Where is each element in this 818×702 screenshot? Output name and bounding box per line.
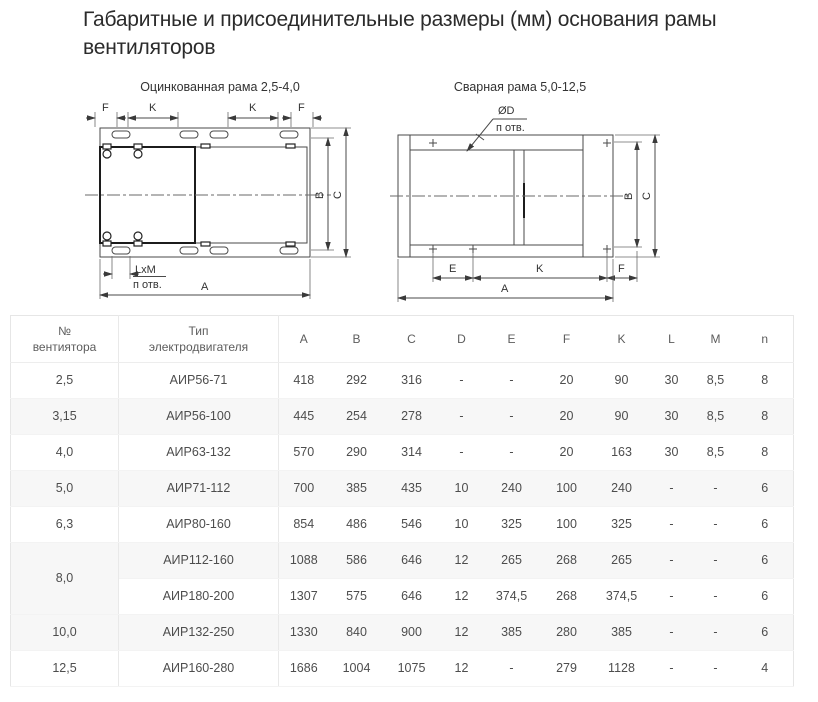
dim-cell: 279	[539, 651, 595, 687]
dim-cell: 840	[329, 615, 385, 651]
dim-cell: 1004	[329, 651, 385, 687]
dim-cell: 10	[439, 507, 485, 543]
dim-cell: 30	[649, 363, 695, 399]
dim-cell: 280	[539, 615, 595, 651]
dim-cell: 1307	[279, 579, 329, 615]
header-dim-c: C	[385, 316, 439, 363]
dim-cell: 435	[385, 471, 439, 507]
dim-cell: 292	[329, 363, 385, 399]
dim-cell: 1686	[279, 651, 329, 687]
right-drawing-title: Сварная рама 5,0-12,5	[453, 80, 587, 94]
dim-cell: 90	[595, 399, 649, 435]
dim-cell: 20	[539, 435, 595, 471]
dim-cell: 546	[385, 507, 439, 543]
dim-label-f-right: F	[298, 102, 305, 114]
header-dim-f: F	[539, 316, 595, 363]
table-row	[11, 507, 794, 543]
dim-label-c: C	[332, 191, 344, 199]
dim-cell: -	[439, 363, 485, 399]
motor-type-cell: АИР71-112	[119, 471, 279, 507]
dim-cell: 1075	[385, 651, 439, 687]
bottom-dimension	[100, 259, 310, 299]
dim-cell: 575	[329, 579, 385, 615]
motor-type-cell: АИР160-280	[119, 651, 279, 687]
slot-size-dimension	[103, 256, 166, 291]
dim-cell: 254	[329, 399, 385, 435]
dim-cell: -	[695, 579, 737, 615]
dim-cell: 100	[539, 471, 595, 507]
table-row	[11, 471, 794, 507]
dimensions-table	[10, 315, 794, 687]
dim-cell: -	[649, 507, 695, 543]
dim-cell: -	[695, 507, 737, 543]
dim-cell: 12	[439, 651, 485, 687]
dim-cell: 290	[329, 435, 385, 471]
header-dim-b: B	[329, 316, 385, 363]
welded-frame-drawing	[390, 98, 690, 313]
side-dimensions	[311, 128, 351, 257]
dim-cell: -	[439, 399, 485, 435]
dim-cell: 100	[539, 507, 595, 543]
dim-cell: -	[649, 471, 695, 507]
page-title: Габаритные и присоединительные размеры (мм) основания рамы вентиляторов	[83, 8, 717, 59]
dim-cell: -	[649, 651, 695, 687]
fan-number-cell: 8,0	[11, 543, 119, 615]
dim-cell: 8,5	[695, 435, 737, 471]
dim-cell: -	[485, 435, 539, 471]
dim-label-a: A	[501, 283, 509, 295]
hole-diameter-label: ØD	[498, 105, 515, 117]
dim-cell: 6	[737, 615, 794, 651]
dim-cell: 445	[279, 399, 329, 435]
dim-cell: 385	[485, 615, 539, 651]
dim-cell: 385	[595, 615, 649, 651]
table-row	[11, 363, 794, 399]
dim-cell: -	[695, 651, 737, 687]
fan-number-cell: 4,0	[11, 435, 119, 471]
motor-type-cell: АИР112-160	[119, 543, 279, 579]
dim-cell: -	[695, 615, 737, 651]
fan-number-cell: 10,0	[11, 615, 119, 651]
dim-cell: -	[649, 615, 695, 651]
dim-cell: -	[439, 435, 485, 471]
dim-cell: 90	[595, 363, 649, 399]
dim-cell: 12	[439, 615, 485, 651]
header-dim-e: E	[485, 316, 539, 363]
dim-cell: 316	[385, 363, 439, 399]
dim-label-e: E	[449, 263, 457, 275]
fan-number-cell: 5,0	[11, 471, 119, 507]
dim-cell: 30	[649, 435, 695, 471]
header-motor-type	[119, 316, 279, 363]
motor-type-cell: АИР56-100	[119, 399, 279, 435]
dim-cell: 12	[439, 543, 485, 579]
dim-cell: 314	[385, 435, 439, 471]
dim-label-k-right: K	[249, 102, 257, 114]
header-fan-number	[11, 316, 119, 363]
bottom-dimensions	[398, 251, 637, 302]
dim-cell: 646	[385, 579, 439, 615]
dim-cell: 6	[737, 507, 794, 543]
dim-cell: 700	[279, 471, 329, 507]
dim-label-a: A	[201, 281, 209, 293]
dim-cell: -	[695, 543, 737, 579]
dim-cell: 268	[539, 543, 595, 579]
dim-cell: 374,5	[485, 579, 539, 615]
top-dimensions	[86, 102, 322, 127]
dim-cell: 20	[539, 399, 595, 435]
dim-cell: 570	[279, 435, 329, 471]
left-drawing-title: Оцинкованная рама 2,5-4,0	[140, 80, 300, 94]
dim-cell: -	[695, 471, 737, 507]
hole-diameter-callout	[467, 105, 527, 151]
dim-label-f-left: F	[102, 102, 109, 114]
table-header-row	[11, 316, 794, 363]
header-motor-type-line1: Тип	[188, 324, 209, 338]
dim-cell: 30	[649, 399, 695, 435]
dim-cell: 385	[329, 471, 385, 507]
table-row	[11, 651, 794, 687]
header-dim-m: M	[695, 316, 737, 363]
dim-label-c: C	[641, 192, 653, 200]
dim-cell: 646	[385, 543, 439, 579]
dim-label-f: F	[618, 263, 625, 275]
slot-size-label: LxM	[135, 264, 156, 276]
header-motor-type-line2: электродвигателя	[148, 340, 249, 355]
dim-cell: 268	[539, 579, 595, 615]
dim-cell: -	[485, 399, 539, 435]
motor-type-cell: АИР180-200	[119, 579, 279, 615]
dim-cell: 6	[737, 471, 794, 507]
dim-cell: 265	[595, 543, 649, 579]
dim-cell: 325	[485, 507, 539, 543]
dim-cell: 8	[737, 435, 794, 471]
dim-cell: 240	[595, 471, 649, 507]
motor-type-cell: АИР132-250	[119, 615, 279, 651]
header-fan-number-line2: вентиятора	[32, 340, 97, 355]
dim-cell: 12	[439, 579, 485, 615]
fan-number-cell: 3,15	[11, 399, 119, 435]
fan-number-cell: 6,3	[11, 507, 119, 543]
dim-cell: 278	[385, 399, 439, 435]
header-dim-n: n	[737, 316, 794, 363]
fan-number-cell: 2,5	[11, 363, 119, 399]
dim-cell: 10	[439, 471, 485, 507]
dim-cell: -	[485, 363, 539, 399]
header-dim-d: D	[439, 316, 485, 363]
dim-cell: 900	[385, 615, 439, 651]
header-dim-a: A	[279, 316, 329, 363]
table-row	[11, 579, 794, 615]
holes-count-label: п отв.	[496, 122, 525, 134]
dim-cell: 8	[737, 399, 794, 435]
dim-cell: 486	[329, 507, 385, 543]
dim-cell: 4	[737, 651, 794, 687]
header-dim-l: L	[649, 316, 695, 363]
dim-cell: 1128	[595, 651, 649, 687]
dim-cell: -	[649, 543, 695, 579]
dim-cell: 6	[737, 579, 794, 615]
dim-cell: 1330	[279, 615, 329, 651]
dim-cell: 325	[595, 507, 649, 543]
dim-cell: 418	[279, 363, 329, 399]
dim-cell: 265	[485, 543, 539, 579]
fan-number-cell: 12,5	[11, 651, 119, 687]
dim-cell: 8,5	[695, 399, 737, 435]
header-fan-number-line1: №	[58, 324, 71, 338]
dim-cell: 6	[737, 543, 794, 579]
dim-cell: 8,5	[695, 363, 737, 399]
dim-label-k-left: K	[149, 102, 157, 114]
dim-cell: 163	[595, 435, 649, 471]
dim-label-b: B	[314, 191, 326, 199]
table-row	[11, 435, 794, 471]
dim-cell: 8	[737, 363, 794, 399]
dim-cell: 854	[279, 507, 329, 543]
galvanized-frame-drawing	[85, 98, 355, 313]
dim-cell: 1088	[279, 543, 329, 579]
dim-label-b: B	[623, 192, 635, 200]
dim-cell: -	[485, 651, 539, 687]
dim-label-k: K	[536, 263, 544, 275]
table-row	[11, 615, 794, 651]
table-row	[11, 399, 794, 435]
motor-type-cell: АИР56-71	[119, 363, 279, 399]
motor-type-cell: АИР63-132	[119, 435, 279, 471]
holes-count-label: п отв.	[133, 279, 162, 291]
header-dim-k: K	[595, 316, 649, 363]
dim-cell: 20	[539, 363, 595, 399]
motor-type-cell: АИР80-160	[119, 507, 279, 543]
table-row	[11, 543, 794, 579]
dim-cell: 586	[329, 543, 385, 579]
dim-cell: 374,5	[595, 579, 649, 615]
dim-cell: 240	[485, 471, 539, 507]
dim-cell: -	[649, 579, 695, 615]
